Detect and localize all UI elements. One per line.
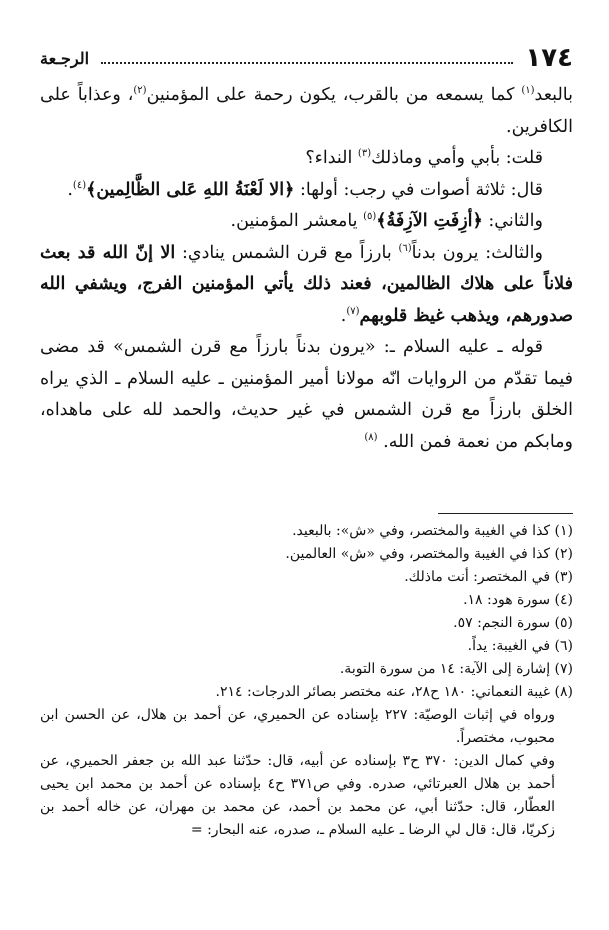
text-run: يامعشر المؤمنين. (230, 211, 364, 231)
paragraph-2 (40, 143, 573, 175)
page-number: ١٧٤ (525, 43, 573, 73)
text-run: بارزاً مع قرن الشمس ينادي: (175, 242, 399, 263)
text-run: . (67, 179, 73, 200)
footnote-marker-3: (٣) (357, 148, 372, 160)
footnote-2: (٢) كذا في الغيبة والمختصر، وفي «ش» العالمين. (285, 546, 573, 562)
footnote-3: (٣) في المختصر: أنت ماذلك. (404, 569, 573, 585)
proclamation-text: الا إنّ الله قد بعث فلاناً على هلاك الظالمين، فعند ذلك يأتي المؤمنين الفرج، ويشفي الله صدورهم، ويذهب غيظ قلوبهم (40, 242, 573, 326)
text-run: والثاني: (482, 211, 543, 231)
paragraph-1 (40, 80, 573, 143)
footnote-1: (١) كذا في الغيبة والمختصر، وفي «ش»: بالبعيد. (292, 523, 573, 539)
footnote-4: (٤) سورة هود: ١٨. (463, 592, 573, 608)
footnote-7: (٧) إشارة إلى الآية: ١٤ من سورة التوبة. (339, 661, 573, 677)
quran-quote: ﴿أزِفَتِ الآزِفَةُ﴾ (376, 211, 483, 231)
text-run: بالبعد (534, 85, 573, 105)
page-header (40, 40, 573, 76)
text-run: قوله ـ عليه السلام ـ: «يرون بدناً بارزاً مع قرن الشمس» قد مضى فيما تقدّم من الروايات انّه مولانا أمير المؤمنين ـ عليه السلام ـ الذي يراه الخلق بارزاً مع قرن الشمس في غير حديث، والحمد لله على ماهداه، ومابكم من نعمة فمن الله. (40, 337, 573, 452)
footnote-marker-7: (٧) (346, 305, 360, 317)
text-run: ، وعذاباً على الكافرين. (40, 85, 573, 137)
paragraph-6 (40, 332, 573, 458)
footnote-8-continuation-1: ورواه في إثبات الوصيّة: ٢٢٧ بإسناده عن الحميري، عن أحمد بن هلال، عن الحسن ابن محبوب، مختصراً. (40, 707, 555, 746)
footnote-8: (٨) غيبة النعماني: ١٨٠ ح٢٨، عنه مختصر بصائر الدرجات: ٢١٤. (215, 684, 573, 700)
footnote-marker-8: (٨) (364, 431, 378, 443)
main-text (40, 80, 573, 458)
text-run: كما يسمعه من بالقرب، يكون رحمة على المؤمنين (146, 85, 522, 105)
footnote-6: (٦) في الغيبة: يداً. (467, 638, 573, 654)
footnote-marker-2: (٢) (133, 85, 147, 97)
running-title: الرجـعة (40, 48, 90, 68)
footnotes-section (40, 520, 573, 842)
text-run: قلت: بأبي وأمي وماذلك (371, 148, 543, 168)
text-run: والثالث: يرون بدناً (411, 242, 543, 263)
footnote-marker-6: (٦) (398, 242, 412, 254)
footnote-marker-4: (٤) (72, 179, 87, 191)
paragraph-3 (40, 175, 573, 207)
text-run: النداء؟ (305, 148, 358, 168)
footnote-8-continuation-2: وفي كمال الدين: ٣٧٠ ح٣ بإسناده عن أبيه، قال: حدّثنا عبد الله بن جعفر الحميري، عن أحمد بن هلال العبرتائي، صدره. وفي ص٣٧١ ح٤ بإسناده عن أحمد بن محمد ابن يحيى العطّار، قال: حدّثنا أبي، عن محمد بن أحمد، عن محمد بن مهران، عن خاله أحمد بن زكريّا، قال: قال لي الرضا ـ عليه السلام ـ، صدره، عنه البحار: = (40, 753, 555, 838)
paragraph-5 (40, 238, 573, 333)
text-run: قال: ثلاثة أصوات في رجب: أولها: (294, 179, 543, 200)
quran-quote: ﴿الا لَعْنَةُ اللهِ عَلى الظَّالِمين﴾ (86, 179, 295, 200)
footnote-divider (438, 513, 573, 514)
paragraph-4 (40, 206, 573, 238)
footnote-5: (٥) سورة النجم: ٥٧. (453, 615, 573, 631)
footnote-marker-1: (١) (521, 85, 535, 97)
header-dotted-leader (101, 62, 513, 64)
text-run: . (340, 305, 347, 326)
footnote-marker-5: (٥) (363, 211, 377, 223)
